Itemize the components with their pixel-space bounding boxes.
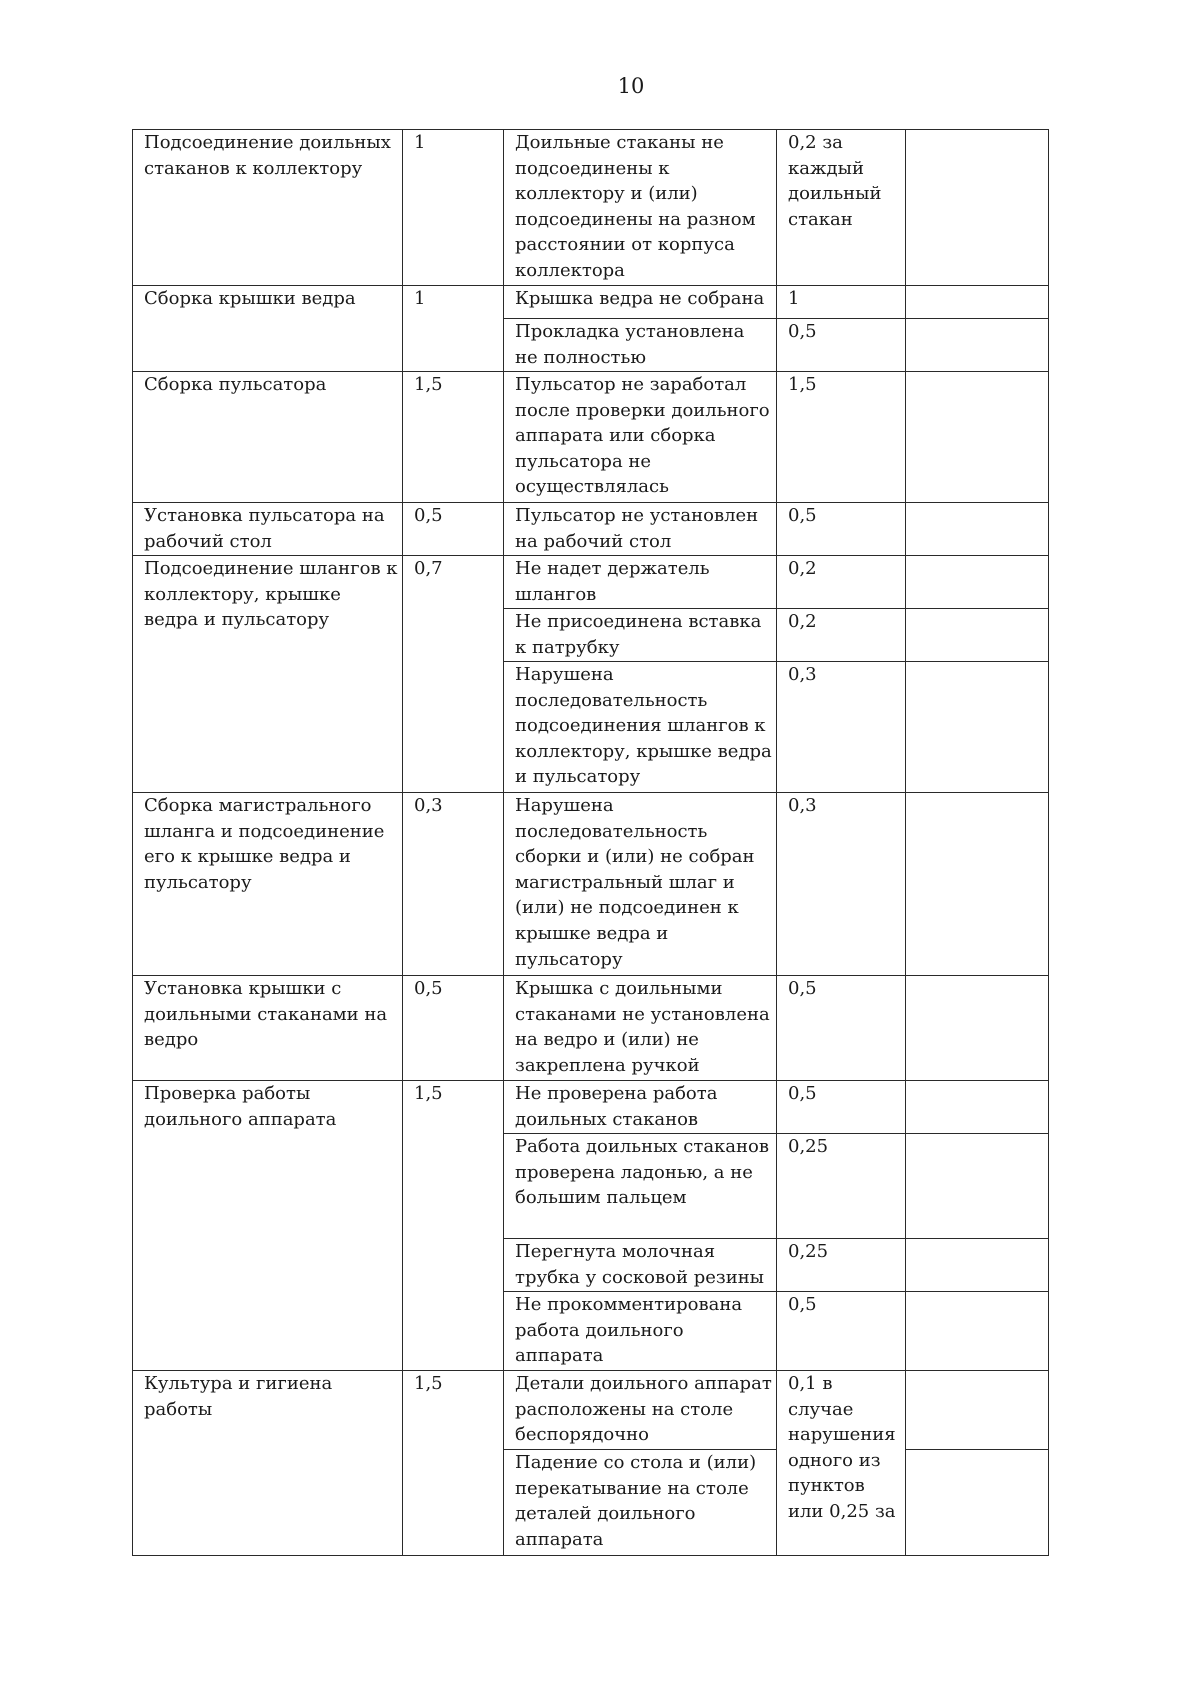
penalty-cell: 1,5 (777, 372, 906, 503)
score-cell (906, 976, 1049, 1081)
max-score-cell: 0,3 (403, 793, 504, 976)
criterion-cell: Подсоединение шлангов к коллектору, крышке ведра и пульсатору (133, 556, 403, 793)
criterion-cell: Подсоединение доильных стаканов к коллектору (133, 130, 403, 286)
error-cell: Пульсатор не заработал после проверки доильного аппарата или сборка пульсатора не осуществлялась (504, 372, 777, 503)
penalty-cell: 0,5 (777, 1292, 906, 1371)
error-cell: Крышка ведра не собрана (504, 286, 777, 319)
scoring-table (132, 129, 1049, 1556)
error-cell: Нарушена последовательность сборки и (или) не собран магистральный шлаг и (или) не подсоединен к крышке ведра и пульсатору (504, 793, 777, 976)
table-row (133, 556, 1049, 609)
penalty-cell: 0,3 (777, 662, 906, 793)
table-row (133, 1081, 1049, 1134)
max-score-cell: 0,7 (403, 556, 504, 793)
score-cell (906, 662, 1049, 793)
score-cell (906, 1371, 1049, 1450)
penalty-cell: 0,5 (777, 976, 906, 1081)
criterion-cell: Сборка магистрального шланга и подсоединение его к крышке ведра и пульсатору (133, 793, 403, 976)
error-cell: Не проверена работа доильных стаканов (504, 1081, 777, 1134)
score-cell (906, 1450, 1049, 1556)
score-cell (906, 1081, 1049, 1134)
max-score-cell: 0,5 (403, 503, 504, 556)
penalty-cell: 0,2 (777, 609, 906, 662)
penalty-cell: 0,1 в случае нарушения одного из пунктов или 0,25 за (777, 1371, 906, 1556)
score-cell (906, 1134, 1049, 1239)
score-cell (906, 1239, 1049, 1292)
score-cell (906, 130, 1049, 286)
penalty-cell: 0,2 за каждый доильный стакан (777, 130, 906, 286)
error-cell: Пульсатор не установлен на рабочий стол (504, 503, 777, 556)
error-cell: Крышка с доильными стаканами не установлена на ведро и (или) не закреплена ручкой (504, 976, 777, 1081)
criterion-cell: Установка крышки с доильными стаканами на ведро (133, 976, 403, 1081)
penalty-cell: 0,2 (777, 556, 906, 609)
penalty-cell: 0,5 (777, 319, 906, 372)
criterion-cell: Проверка работы доильного аппарата (133, 1081, 403, 1371)
criterion-cell: Сборка крышки ведра (133, 286, 403, 372)
penalty-cell: 0,5 (777, 503, 906, 556)
score-cell (906, 1292, 1049, 1371)
penalty-cell: 0,25 (777, 1239, 906, 1292)
score-cell (906, 286, 1049, 319)
error-cell: Работа доильных стаканов проверена ладонью, а не большим пальцем (504, 1134, 777, 1239)
penalty-cell: 0,5 (777, 1081, 906, 1134)
max-score-cell: 1,5 (403, 372, 504, 503)
score-cell (906, 556, 1049, 609)
table-row (133, 503, 1049, 556)
max-score-cell: 1,5 (403, 1371, 504, 1556)
error-cell: Не прокомментирована работа доильного аппарата (504, 1292, 777, 1371)
penalty-cell: 0,25 (777, 1134, 906, 1239)
max-score-cell: 1 (403, 286, 504, 372)
score-cell (906, 372, 1049, 503)
page-number: 10 (617, 74, 645, 98)
error-cell: Не присоединена вставка к патрубку (504, 609, 777, 662)
score-cell (906, 609, 1049, 662)
criterion-cell: Культура и гигиена работы (133, 1371, 403, 1556)
error-cell: Доильные стаканы не подсоединены к коллектору и (или) подсоединены на разном расстоянии от корпуса коллектора (504, 130, 777, 286)
table-row (133, 1371, 1049, 1450)
criterion-cell: Установка пульсатора на рабочий стол (133, 503, 403, 556)
table-row (133, 976, 1049, 1081)
penalty-cell: 1 (777, 286, 906, 319)
max-score-cell: 1,5 (403, 1081, 504, 1371)
error-cell: Нарушена последовательность подсоединения шлангов к коллектору, крышке ведра и пульсатору (504, 662, 777, 793)
score-cell (906, 319, 1049, 372)
max-score-cell: 1 (403, 130, 504, 286)
table-row (133, 372, 1049, 503)
criterion-cell: Сборка пульсатора (133, 372, 403, 503)
error-cell: Прокладка установлена не полностью (504, 319, 777, 372)
max-score-cell: 0,5 (403, 976, 504, 1081)
error-cell: Падение со стола и (или) перекатывание на столе деталей доильного аппарата (504, 1450, 777, 1556)
error-cell: Детали доильного аппарат расположены на столе беспорядочно (504, 1371, 777, 1450)
score-cell (906, 503, 1049, 556)
error-cell: Не надет держатель шлангов (504, 556, 777, 609)
score-cell (906, 793, 1049, 976)
table-row (133, 130, 1049, 286)
penalty-cell: 0,3 (777, 793, 906, 976)
table-row (133, 793, 1049, 976)
error-cell: Перегнута молочная трубка у сосковой резины (504, 1239, 777, 1292)
table-row (133, 286, 1049, 319)
